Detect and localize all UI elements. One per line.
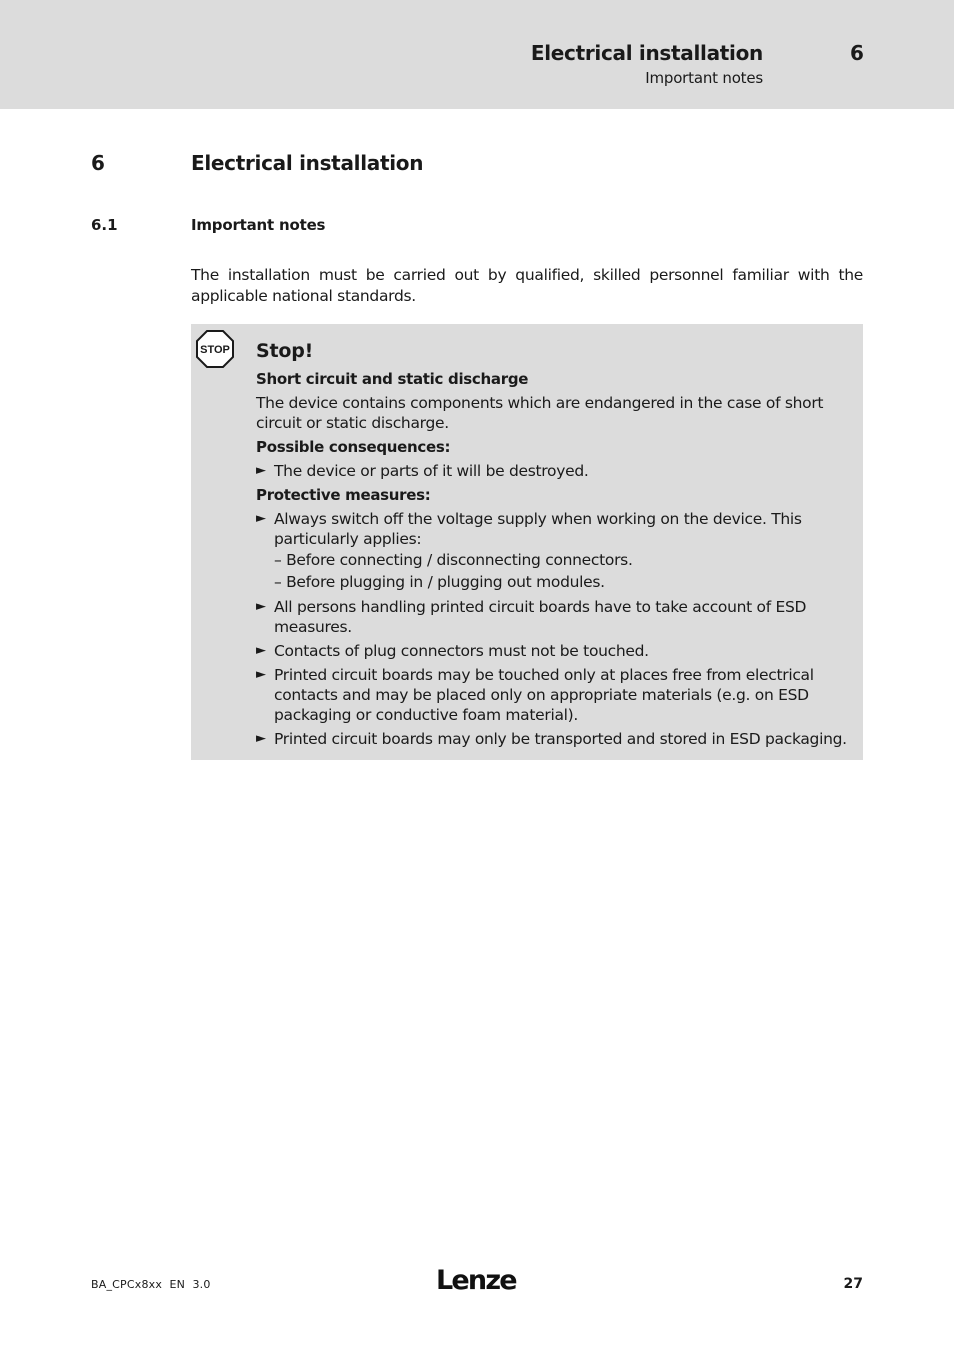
consequences-label: Possible consequences: bbox=[256, 438, 451, 456]
subsection-title: Important notes bbox=[191, 216, 326, 234]
list-item: ► Printed circuit boards may be touched only at places free from electrical contacts and may be placed only on appropriate materials (e.g. on ESD packaging or conductive foam material). bbox=[256, 666, 814, 724]
list-item: ► Always switch off the voltage supply when working on the device. This particularly applies: – Before connecting / disconnecting connectors. – Before plugging in / plugging out modules. bbox=[256, 509, 856, 593]
bullet-arrow-icon: ► bbox=[256, 643, 266, 658]
intro-paragraph: The installation must be carried out by qualified, skilled personnel familiar with the applicable national standards. bbox=[191, 266, 863, 305]
header-title: Electrical installation bbox=[530, 41, 763, 65]
stop-description: The device contains components which are endangered in the case of short circuit or static discharge. bbox=[256, 394, 824, 432]
stop-sign-icon bbox=[196, 330, 234, 368]
footer-doc-id: BA_CPCx8xx EN 3.0 bbox=[91, 1278, 211, 1291]
bullet-arrow-icon: ► bbox=[256, 731, 266, 746]
bullet-arrow-icon: ► bbox=[256, 463, 266, 478]
section-number: 6 bbox=[91, 151, 105, 175]
header-chapter-number: 6 bbox=[850, 41, 864, 65]
header-band bbox=[0, 0, 954, 109]
bullet-arrow-icon: ► bbox=[256, 667, 266, 682]
stop-heading: Stop! bbox=[256, 340, 314, 362]
subsection-number: 6.1 bbox=[91, 216, 118, 234]
stop-notice-box bbox=[191, 324, 863, 760]
lenze-logo: Lenze bbox=[436, 1265, 516, 1296]
list-item: ► Printed circuit boards may only be transported and stored in ESD packaging. bbox=[256, 730, 847, 748]
list-item: ► Contacts of plug connectors must not be touched. bbox=[256, 642, 649, 660]
measures-label: Protective measures: bbox=[256, 486, 431, 504]
page-number: 27 bbox=[843, 1276, 863, 1292]
sub-list-item: – Before connecting / disconnecting connectors. bbox=[274, 551, 633, 569]
section-title: Electrical installation bbox=[191, 151, 424, 175]
stop-sign-label: STOP bbox=[200, 344, 230, 356]
stop-subheading: Short circuit and static discharge bbox=[256, 370, 529, 388]
list-item: ► All persons handling printed circuit boards have to take account of ESD measures. bbox=[256, 598, 807, 636]
stop-notice-content bbox=[256, 338, 856, 753]
bullet-arrow-icon: ► bbox=[256, 511, 266, 526]
list-item: ► The device or parts of it will be destroyed. bbox=[256, 462, 589, 480]
measures-list bbox=[256, 509, 856, 749]
consequences-list bbox=[256, 461, 856, 481]
bullet-arrow-icon: ► bbox=[256, 599, 266, 614]
header-subtitle: Important notes bbox=[645, 69, 763, 87]
sub-list-item: – Before plugging in / plugging out modules. bbox=[274, 573, 605, 591]
